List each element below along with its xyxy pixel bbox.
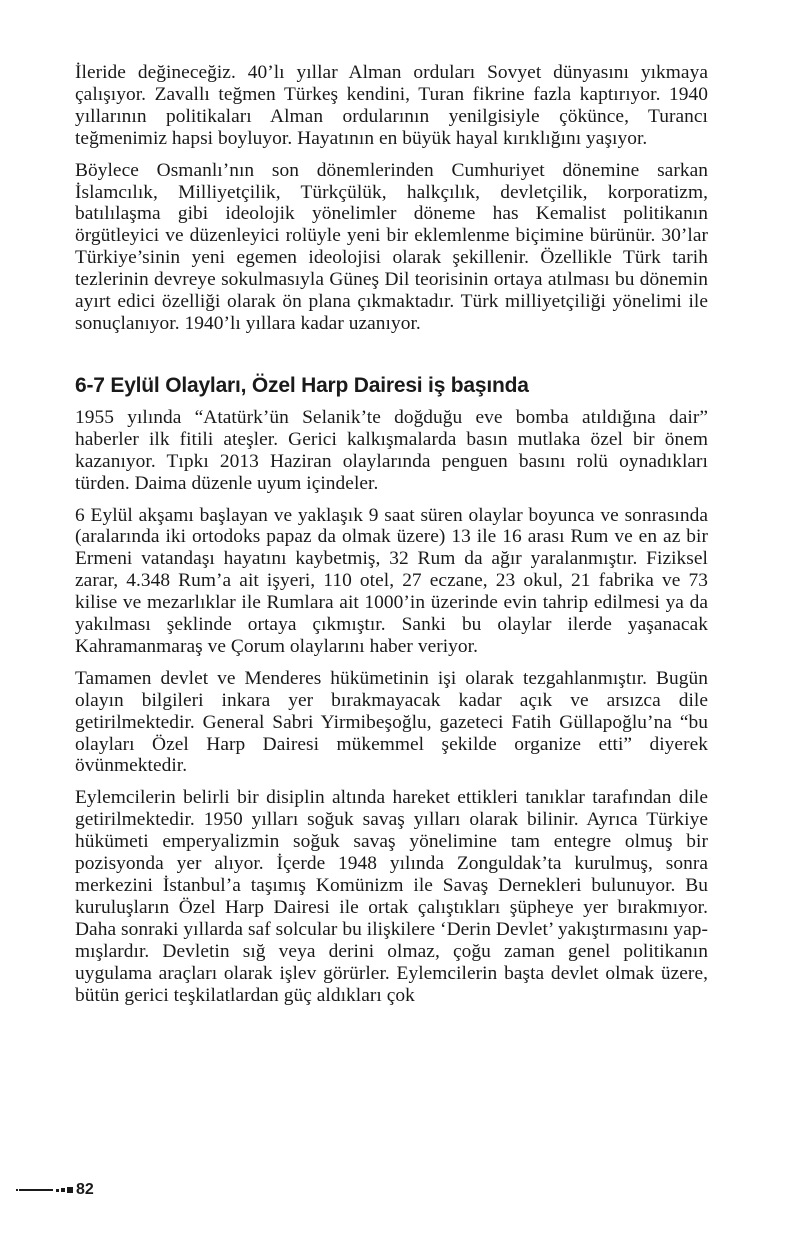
line-and-dots-ornament-icon xyxy=(16,1187,76,1193)
ornament-dot-large xyxy=(67,1187,73,1193)
ornament-line xyxy=(19,1189,53,1191)
page-number: 82 xyxy=(76,1181,94,1198)
body-paragraph-6: Eylemcilerin belirli bir disiplin altında hareket ettikleri tanıklar tarafından dile getirilmektedir. 1950 yılları soğuk savaş yılları olarak bilinir. Ayrıca Türkiye hükümeti emperyalizmin soğuk savaş yönelimine tam entegre olmuş bir pozisyonda yer alıyor. İçerde 1948 yılında Zonguldak’ta kurulmuş, sonra merkezini İstanbul’a taşımış Komünizm ile Savaş Dernekleri bulunuyor. Bu kuruluşların Özel Harp Dairesi ile ortak çalıştıkları şüpheye yer bırakmıyor. Daha sonraki yıllarda saf solcular bu ilişkilere ‘Derin Devlet’ yakıştırmasını yapmışlardır. Devletin sığ veya derini olmaz, çoğu zaman genel politikanın uygulama araçları olarak işlev görürler. Eylemcilerin başta devlet olmak üzere, bütün gerici teşkilatlardan güç aldıkları çok xyxy=(75,787,708,1006)
body-paragraph-1: İleride değineceğiz. 40’lı yıllar Alman orduları Sovyet dünyasını yıkmaya çalışıyor. Zavallı teğmen Türkeş kendini, Turan fikrine fazla kaptırıyor. 1940 yıllarının politikaları Alman ordularının yenilgisiyle çökünce, Turancı teğmenimiz hapsi boyluyor. Hayatının en büyük hayal kırıklığını yaşıyor. xyxy=(75,62,708,149)
body-paragraph-3: 1955 yılında “Atatürk’ün Selanik’te doğduğu eve bomba atıldığına dair” haberler ilk fitili ateşler. Gerici kalkışmalarda basın mutlaka özel bir önem kazanıyor. Tıpkı 2013 Haziran olaylarında penguen basını rolü oynadıkları türden. Daima düzenle uyum içindeler. xyxy=(75,406,708,494)
body-paragraph-2: Böylece Osmanlı’nın son dönemlerinden Cumhuriyet dönemine sarkan İslamcılık, Milliyetçilik, Türkçülük, halkçılık, devletçilik, korporatizm, batılılaşma gibi ideolojik yönelimler döneme has Kemalist politikanın örgütleyici ve düzenleyici rolüyle yeni bir eklemlenme biçimine bürünür. 30’lar Türkiye’sinin yeni egemen ideolojisi olarak şekillenir. Özellikle Türk tarih tezlerinin devreye sokulmasıyla Güneş Dil teorisinin ortaya atılması bu dönemin ayırt edici özelliği olarak ön plana çıkmaktadır. Türk milliyetçiliği yönelimi ile sonuçlanıyor. 1940’lı yıllara kadar uzanıyor. xyxy=(75,159,708,334)
ornament-dot-medium xyxy=(61,1188,65,1192)
ornament-start-dot xyxy=(16,1189,18,1191)
ornament-dot-small xyxy=(56,1189,59,1192)
page-body xyxy=(75,62,708,1016)
section-heading: 6-7 Eylül Olayları, Özel Harp Dairesi iş başında xyxy=(75,373,529,397)
body-paragraph-5: Tamamen devlet ve Menderes hükümetinin işi olarak tezgahlanmıştır. Bugün olayın bilgileri inkara yer bırakmayacak kadar açık ve arsızca dile getirilmektedir. General Sabri Yirmibeşoğlu, gazeteci Fatih Güllapoğlu’na “bu olayları Özel Harp Dairesi mükemmel şekilde organize etti” diyerek övünmektedir. xyxy=(75,667,708,777)
body-paragraph-4: 6 Eylül akşamı başlayan ve yaklaşık 9 saat süren olaylar boyunca ve sonrasında (aralarında iki ortodoks papaz da olmak üzere) 13 ile 16 arası Rum ve en az bir Ermeni vatandaşı hayatını kaybetmiş, 32 Rum da ağır yaralanmıştır. Fiziksel zarar, 4.348 Rum’a ait işyeri, 110 otel, 27 eczane, 23 okul, 21 fabrika ve 73 kilise ve mezarlıklar ile Rumlara ait 1000’in üzerinde evin tahrip edilmesi ya da yakılması şeklinde ortaya çıkmıştır. Sanki bu olaylar ilerde yaşanacak Kahramanmaraş ve Çorum olaylarını haber veriyor. xyxy=(75,504,708,657)
page-footer xyxy=(16,1178,94,1202)
